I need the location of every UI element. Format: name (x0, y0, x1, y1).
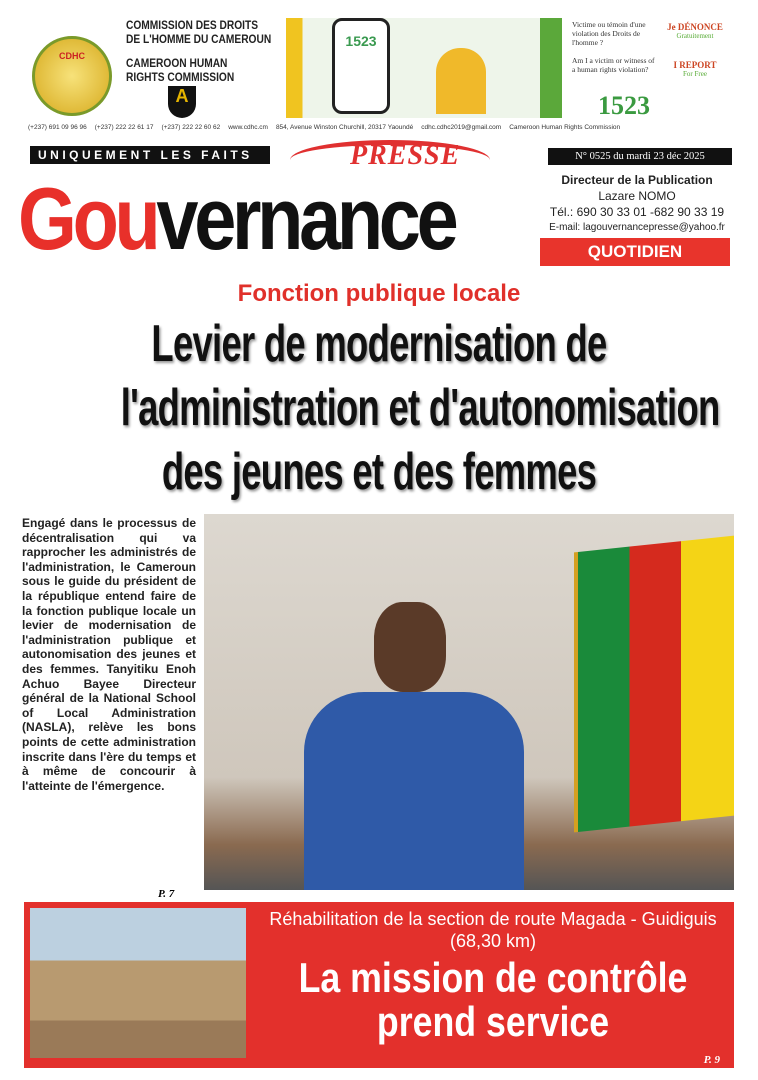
secondary-subtitle: Réhabilitation de la section de route Magada - Guidiguis (68,30 km) (269, 909, 717, 951)
contact-whatsapp: (+237) 691 09 96 96 (28, 124, 87, 131)
ad-report (660, 60, 730, 78)
org-name-line: COMMISSION DES DROITS (126, 18, 259, 32)
report-label: I REPORT (673, 60, 717, 70)
main-kicker: Fonction publique locale (237, 280, 521, 307)
headline-line: prend service (376, 998, 610, 1045)
director-phone: Tél.: 690 30 33 01 -682 90 33 19 (549, 205, 725, 219)
badge-logo: A (168, 86, 196, 118)
page-reference: P. 9 (703, 1054, 720, 1066)
lead-paragraph: Engagé dans le processus de décentralisation qui va rapprocher les administrés de l'administration, le Cameroun sous le guide du président de la république entend faire de la fonction publique locale un levier de modernisation de l'administration publique et autonomisation des jeunes et des femmes. Tanyitiku Enoh Achuo Bayee Directeur général de la National School of Local Administration (NASLA), relève les bons points de cette administration inscrite dans l'ère du temps et à même de concourir à l'atteinte de l'émergence. (22, 516, 196, 793)
contact-bar (28, 124, 732, 132)
secondary-headline (252, 956, 734, 1044)
director-name: Lazare NOMO (598, 189, 676, 203)
org-name-en (126, 56, 234, 84)
contact-email: cdhc.cdhc2019@gmail.com (421, 124, 502, 131)
frequency-badge: QUOTIDIEN (540, 238, 730, 266)
issue-info: N° 0525 du mardi 23 déc 2025 (548, 148, 732, 165)
director-photo (204, 514, 734, 890)
phone-illustration (286, 18, 562, 118)
person-figure (304, 602, 504, 890)
org-name-line: CAMEROON HUMAN (126, 56, 228, 70)
cdhc-seal-logo (32, 36, 112, 116)
page-reference: P. 7 (158, 888, 175, 900)
contact-social: Cameroon Human Rights Commission (509, 124, 621, 131)
contact-phone: (+237) 222 22 61 17 (94, 124, 154, 131)
secondary-story (24, 902, 734, 1068)
contact-fax: (+237) 222 22 60 62 (161, 124, 221, 131)
contact-address: 854, Avenue Winston Churchill, 20317 Yaoundé (275, 124, 414, 131)
ad-denonce (660, 22, 730, 40)
headline-line: Levier de modernisation de (151, 315, 607, 373)
org-name-line: RIGHTS COMMISSION (126, 70, 235, 84)
phone-icon (332, 18, 390, 114)
headline-line: l'administration et d'autonomisation (120, 379, 720, 437)
ad-text-fr: Victime ou témoin d'une violation des Droits de l'homme ? (572, 20, 646, 47)
contact-website: www.cdhc.cm (228, 124, 268, 131)
seal-text: CDHC (59, 51, 85, 61)
main-headline (10, 312, 748, 504)
org-name-line: DE L'HOMME DU CAMEROUN (126, 32, 272, 46)
woman-illustration (436, 48, 486, 114)
ad-text-en: Am I a victim or witness of a human rights violation? (572, 56, 655, 74)
headline-line: La mission de contrôle (298, 954, 688, 1001)
masthead-tagline: UNIQUEMENT LES FAITS (30, 146, 270, 164)
director-email: E-mail: lagouvernancepresse@yahoo.fr (549, 222, 725, 233)
phone-screen-number: 1523 (345, 33, 377, 49)
masthead-presse: PRESSE (350, 140, 461, 171)
publication-director (540, 172, 734, 236)
director-label: Directeur de la Publication (561, 173, 713, 187)
cameroon-flag (574, 536, 734, 833)
masthead-title (18, 169, 455, 268)
hotline-number: 1523 (598, 91, 650, 120)
title-black-part: vernance (156, 169, 455, 268)
org-name-fr (126, 18, 271, 46)
road-construction-photo (30, 908, 246, 1058)
denonce-sub: Gratuitement (676, 32, 714, 40)
advertisement-banner (28, 14, 732, 122)
title-red-part: Gou (18, 169, 157, 268)
headline-line: des jeunes et des femmes (161, 443, 597, 501)
report-sub: For Free (683, 70, 707, 78)
denonce-label: Je DÉNONCE (667, 22, 723, 32)
